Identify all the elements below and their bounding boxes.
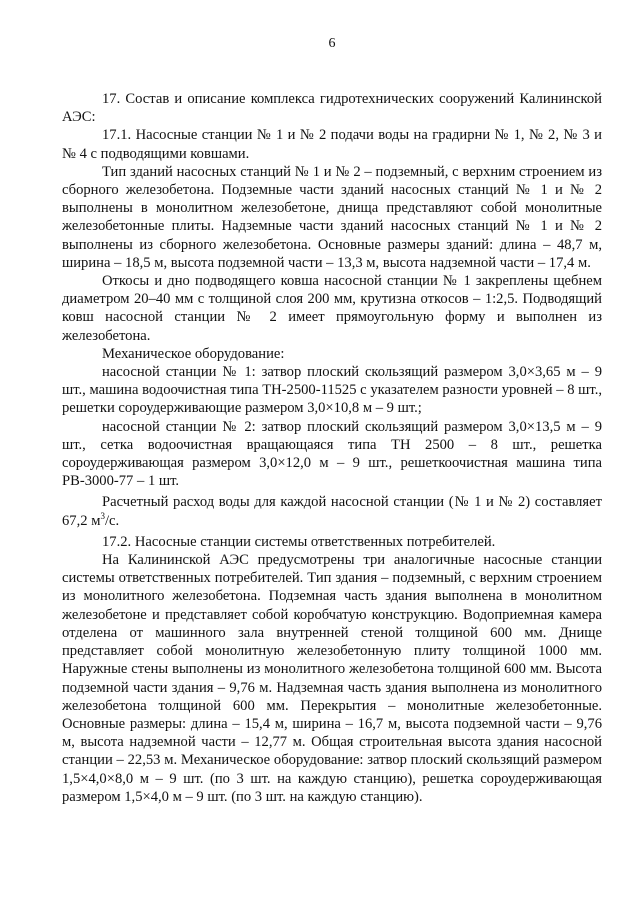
building-type-paragraph: Тип зданий насосных станций № 1 и № 2 – подземный, с верхним строением из сборного железобетона. Подземные части зданий насосных станций № 1 и № 2 выполнены в монолитном железобетоне, днища представляют собой монолитные железобетонные плиты. Надземные части зданий насосных станций № 1 и № 2 выполнены из сборного железобетона. Основные размеры зданий: длина – 48,7 м, ширина – 18,5 м, высота подземной части – 13,3 м, высота надземной части – 17,4 м.: [62, 163, 602, 271]
water-flow-text: Расчетный расход воды для каждой насосной станции (№ 1 и № 2) составляет 67,2 м: [62, 494, 602, 529]
water-flow-paragraph: [62, 493, 602, 529]
mechanical-equipment-heading: Механическое оборудование:: [102, 345, 285, 362]
section-17-2-heading: 17.2. Насосные станции системы ответственных потребителей.: [102, 533, 496, 550]
cubic-superscript: 3: [100, 510, 105, 521]
flow-unit-suffix: /с.: [104, 512, 120, 529]
responsible-consumers-paragraph: На Калининской АЭС предусмотрены три аналогичные насосные станции системы ответственных потребителей. Тип здания – подземный, с верхним строением из монолитного железобетона. Подземная часть здания выполнена в монолитном железобетоне и представляет собой коробчатую конструкцию. Водоприемная камера отделена от машинного зала внутренней стеной толщиной 600 мм. Днище представляет собой монолитную железобетонную плиту толщиной 1000 мм. Наружные стены выполнены из монолитного железобетона толщиной 600 мм. Высота подземной части здания – 9,76 м. Надземная часть здания выполнена из монолитного железобетона толщиной 600 мм. Перекрытия – монолитные железобетонные. Основные размеры: длина – 15,4 м, ширина – 16,7 м, высота подземной части – 9,76 м, высота надземной части – 12,77 м. Общая строительная высота здания насосной станции – 22,53 м. Механическое оборудование: затвор плоский скользящий размером 1,5×4,0×8,0 м – 9 шт. (по 3 шт. на каждую станцию), решетка сороудерживающая размером 1,5×4,0 м – 9 шт. (по 3 шт. на каждую станцию).: [62, 552, 602, 805]
page-number: 6: [328, 36, 336, 51]
section-17-1-heading: 17.1. Насосные станции № 1 и № 2 подачи воды на градирни № 1, № 2, № 3 и № 4 с подводящими ковшами.: [62, 127, 602, 162]
station-1-equipment: насосной станции № 1: затвор плоский скользящий размером 3,0×3,65 м – 9 шт., машина водоочистная типа ТН-2500-11525 с указателем разности уровней – 8 шт., решетки сороудерживающие размером 3,0×10,8 м – 9 шт.;: [62, 364, 602, 417]
station-2-equipment: насосной станции № 2: затвор плоский скользящий размером 3,0×13,5 м – 9 шт., сетка водоочистная вращающаяся типа ТН 2500 – 8 шт., решетка сороудерживающая размером 3,0×12,0 м – 9 шт., решеткоочистная машина типа РВ-3000-77 – 1 шт.: [62, 418, 602, 490]
slopes-paragraph: Откосы и дно подводящего ковша насосной станции № 1 закреплены щебнем диаметром 20–40 мм с толщиной слоя 200 мм, крутизна откосов – 1:2,5. Подводящий ковш насосной станции № 2 имеет прямоугольную форму и выполнен из железобетона.: [62, 273, 602, 344]
section-17-heading: 17. Состав и описание комплекса гидротехнических сооружений Калининской АЭС:: [62, 91, 602, 126]
